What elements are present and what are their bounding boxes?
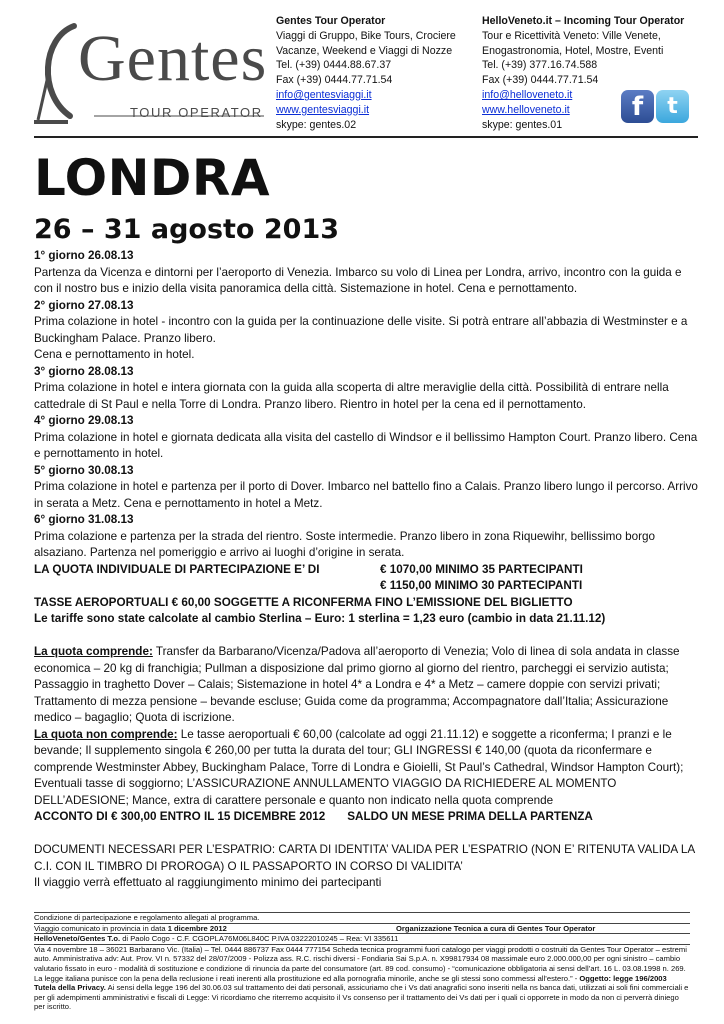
destination-title: LONDRA <box>34 149 271 207</box>
documents-note: DOCUMENTI NECESSARI PER L’ESPATRIO: CARTA DI IDENTITA’ VALIDA PER L’ESPATRIO (NON E’ RITENUTA VALIDA LA C.I. CON IL TIMBRO DI PROROGA) O IL PASSAPORTO IN CORSO DI VALIDITA’ <box>34 843 695 873</box>
footer-comm-text: Viaggio comunicato in provincia in data <box>34 923 168 933</box>
helloveneto-phone: Tel. (+39) 377.16.74.588 <box>482 59 598 72</box>
helloveneto-email-link[interactable]: info@helloveneto.it <box>482 88 573 101</box>
gentes-website-link[interactable]: www.gentesviaggi.it <box>276 103 370 116</box>
excludes-section <box>34 727 698 810</box>
day-description: Prima colazione e partenza per la strada del rientro. Soste intermedie. Pranzo libero in zona Riquewihr, bellissimo borgo alsaziano. Partenza nel pomeriggio e arrivo ai luoghi d’origine in serata. <box>34 529 656 560</box>
deposit: ACCONTO DI € 300,00 ENTRO IL 15 DICEMBRE 2012 <box>34 810 326 824</box>
footer-company <box>34 933 690 944</box>
helloveneto-line: Tour e Ricettività Veneto: Ville Venete, <box>482 29 661 42</box>
helloveneto-name: HelloVeneto.it – Incoming Tour Operator <box>482 15 685 27</box>
day-heading: 4° giorno 29.08.13 <box>34 414 134 428</box>
footer-legal-text <box>34 944 690 1012</box>
legal-footer <box>34 912 690 1012</box>
price-row <box>34 578 698 595</box>
twitter-icon[interactable]: t <box>656 90 689 123</box>
logo-subtitle: TOUR OPERATOR <box>130 105 263 120</box>
excludes-text: Le tasse aeroportuali € 60,00 (calcolate ad oggi 21.11.12) e soggette a riconferma; I pranzi e le bevande; Il supplemento singola € 260,00 per tutta la durata del tour; GLI INGRESSI € 140,00 (quota da riconfermare e comprende Westminster Abbey, Buckingham Palace, Torre di Londra e Gioielli, St Paul’s Cathedral, Windsor Hampton Court); Eventuali tasse di soggiorno; L’ASSICURAZIONE ANNULLAMENTO VIAGGIO DA RICHIEDERE AL MOMENTO DELL’ADESIONE; Mance, extra di carattere personale e quanto non indicato nella quota comprende <box>34 727 684 807</box>
gentes-logo <box>34 16 268 128</box>
price-label: LA QUOTA INDIVIDUALE DI PARTECIPAZIONE E’ DI <box>34 562 320 576</box>
day-description: Prima colazione in hotel - incontro con la guida per la continuazione delle visite. Si potrà entrare all’abbazia di Westminster e a Buckingham Palace. Pranzo libero. <box>34 315 688 345</box>
includes-section <box>34 644 698 727</box>
includes-label: La quota comprende: <box>34 645 153 659</box>
gentes-line: Viaggi di Gruppo, Bike Tours, Crociere <box>276 29 456 42</box>
day-description: Prima colazione in hotel e partenza per il porto di Dover. Imbarco nel battello fino a Calais. Pranzo libero lungo il percorso. Arrivo in serata a Metz. Cena e pernottamento in hotel a Metz. <box>34 480 698 510</box>
airport-taxes: TASSE AEROPORTUALI € 60,00 SOGGETTE A RICONFERMA FINO L’EMISSIONE DEL BIGLIETTO <box>34 595 573 609</box>
helloveneto-skype: skype: gentes.01 <box>482 118 563 131</box>
brochure-page <box>34 12 698 892</box>
price-35: € 1070,00 MINIMO 35 PARTECIPANTI <box>380 562 583 576</box>
facebook-icon[interactable]: f <box>621 90 654 123</box>
balance: SALDO UN MESE PRIMA DELLA PARTENZA <box>347 810 593 824</box>
helloveneto-line: Enogastronomia, Hotel, Mostre, Eventi <box>482 44 664 57</box>
day-description: Prima colazione in hotel e giornata dedicata alla visita del castello di Windsor e il bellissimo Hampton Court. Pranzo libero. Cena e pernottamento in hotel. <box>34 430 698 461</box>
gentes-name: Gentes Tour Operator <box>276 15 386 27</box>
social-icons <box>621 90 689 123</box>
itinerary-body <box>34 248 698 892</box>
day-heading: 1° giorno 26.08.13 <box>34 249 134 263</box>
logo-wordmark: Gentes <box>78 22 268 95</box>
letterhead <box>34 12 698 138</box>
price-30: € 1150,00 MINIMO 30 PARTECIPANTI <box>380 579 583 593</box>
footer-communication <box>34 923 690 934</box>
helloveneto-fax: Fax (+39) 0444.77.71.54 <box>482 74 599 87</box>
footer-legal-main: Via 4 novembre 18 – 36021 Barbarano Vic. (Italia) – Tel. 0444 886737 Fax 0444 777154 Scheda tecnica programmi fuori catalogo per viaggi prodotti o costruiti da Gentes Tour Operator – estremi auto. Amministrativa adv: Aut. Prov. VI n. 57332 del 28/07/2009 - Polizza ass. R.C. rischi diversi - Fondiaria Sai S.p.A. n. X99817934 08 massimale euro 2.000.000,00 per ogni sinistro – cambio valutario fissato in euro - modalità di sostituzione e condizione di rinuncia da parte del consumatore (art. 89 cod. consumo) - “comunicazione obbligatoria ai sensi dell’art. 16 L. 03.08.1998 n. 269. La legge italiana punisce con la pena della reclusione i reati inerenti alla prostituzione ed alla pornografia minorile, anche se gli stessi sono commessi all’estero.” - <box>34 944 687 983</box>
footer-privacy-text: Ai sensi della legge 196 del 30.06.03 sul trattamento dei dati personali, assicuriamo che i Vs dati anagrafici sono inseriti nella ns banca dati, utilizzati ai soli fini commerciali e per gli adempimenti amministrativi e fiscali di Legge: Vi ricordiamo che riterremo acquisito il Vs consenso per il trattamento dei Vs dati per i quali ci opporrete in modo da non ci perverrà diniego per iscritto. <box>34 983 689 1012</box>
helloveneto-website-link[interactable]: www.helloveneto.it <box>482 103 570 116</box>
day-description: Cena e pernottamento in hotel. <box>34 348 195 362</box>
day-heading: 5° giorno 30.08.13 <box>34 463 134 477</box>
day-description: Partenza da Vicenza e dintorni per l’aeroporto di Venezia. Imbarco su volo di Linea per Londra, arrivo, incontro con la guida e con il nostro bus e inizio della visita panoramica della città. Sistemazione in hotel. Cena e pernottamento. <box>34 265 682 296</box>
day-description: Prima colazione in hotel e intera giornata con la guida alla scoperta di altre meraviglie della città. Possibilità di entrare nella cattedrale di St Paul e nella Torre di Londra. Pranzo libero. Rientro in hotel per la cena ed il pernottamento. <box>34 381 669 411</box>
price-row <box>34 562 698 579</box>
day-heading: 6° giorno 31.08.13 <box>34 513 134 527</box>
gentes-email-link[interactable]: info@gentesviaggi.it <box>276 88 372 101</box>
payment-terms <box>34 809 698 826</box>
footer-comm-date: 1 dicembre 2012 <box>167 923 227 933</box>
gentes-phone: Tel. (+39) 0444.88.67.37 <box>276 59 392 72</box>
footer-privacy-title: Oggetto: legge 196/2003 Tutela della Privacy. <box>34 973 667 993</box>
footer-company-name: HelloVeneto/Gentes T.o. <box>34 934 121 944</box>
gentes-line: Vacanze, Weekend e Viaggi di Nozze <box>276 44 453 57</box>
footer-company-ids: di Paolo Cogo - C.F. CGOPLA76M06L840C P.IVA 03222010245 – Rea: VI 335611 <box>120 934 399 944</box>
excludes-label: La quota non comprende: <box>34 727 178 741</box>
gentes-fax: Fax (+39) 0444.77.71.54 <box>276 74 393 87</box>
day-heading: 2° giorno 27.08.13 <box>34 298 134 312</box>
includes-text: Transfer da Barbarano/Vicenza/Padova all’aeroporto di Venezia; Volo di linea di sola andata in classe economica – 20 kg di franchigia; Pullman a disposizione dal primo giorno al giorno del rientro, parcheggi ei servizio autista; Passaggio in traghetto Dover – Calais; Sistemazione in hotel 4* a Londra e 4* a Metz – camere doppie con servizi privati; Trattamento di mezza pensione – bevande escluse; Guida come da programma; Accompagnatore dall’Italia; Assicurazione medico – bagaglio; Quota di iscrizione. <box>34 645 680 725</box>
exchange-rate-note: Le tariffe sono state calcolate al cambio Sterlina – Euro: 1 sterlina = 1,23 euro (cambio in data 21.11.12) <box>34 612 606 626</box>
gentes-skype: skype: gentes.02 <box>276 118 357 131</box>
minimum-participants-note: Il viaggio verrà effettuato al raggiungimento minimo dei partecipanti <box>34 876 382 890</box>
footer-conditions: Condizione di partecipazione e regolamento allegati al programma. <box>34 912 690 923</box>
footer-organization: Organizzazione Tecnica a cura di Gentes Tour Operator <box>396 923 596 933</box>
gentes-contact-block <box>276 14 481 132</box>
travel-dates: 26 – 31 agosto 2013 <box>34 213 340 245</box>
day-heading: 3° giorno 28.08.13 <box>34 364 134 378</box>
